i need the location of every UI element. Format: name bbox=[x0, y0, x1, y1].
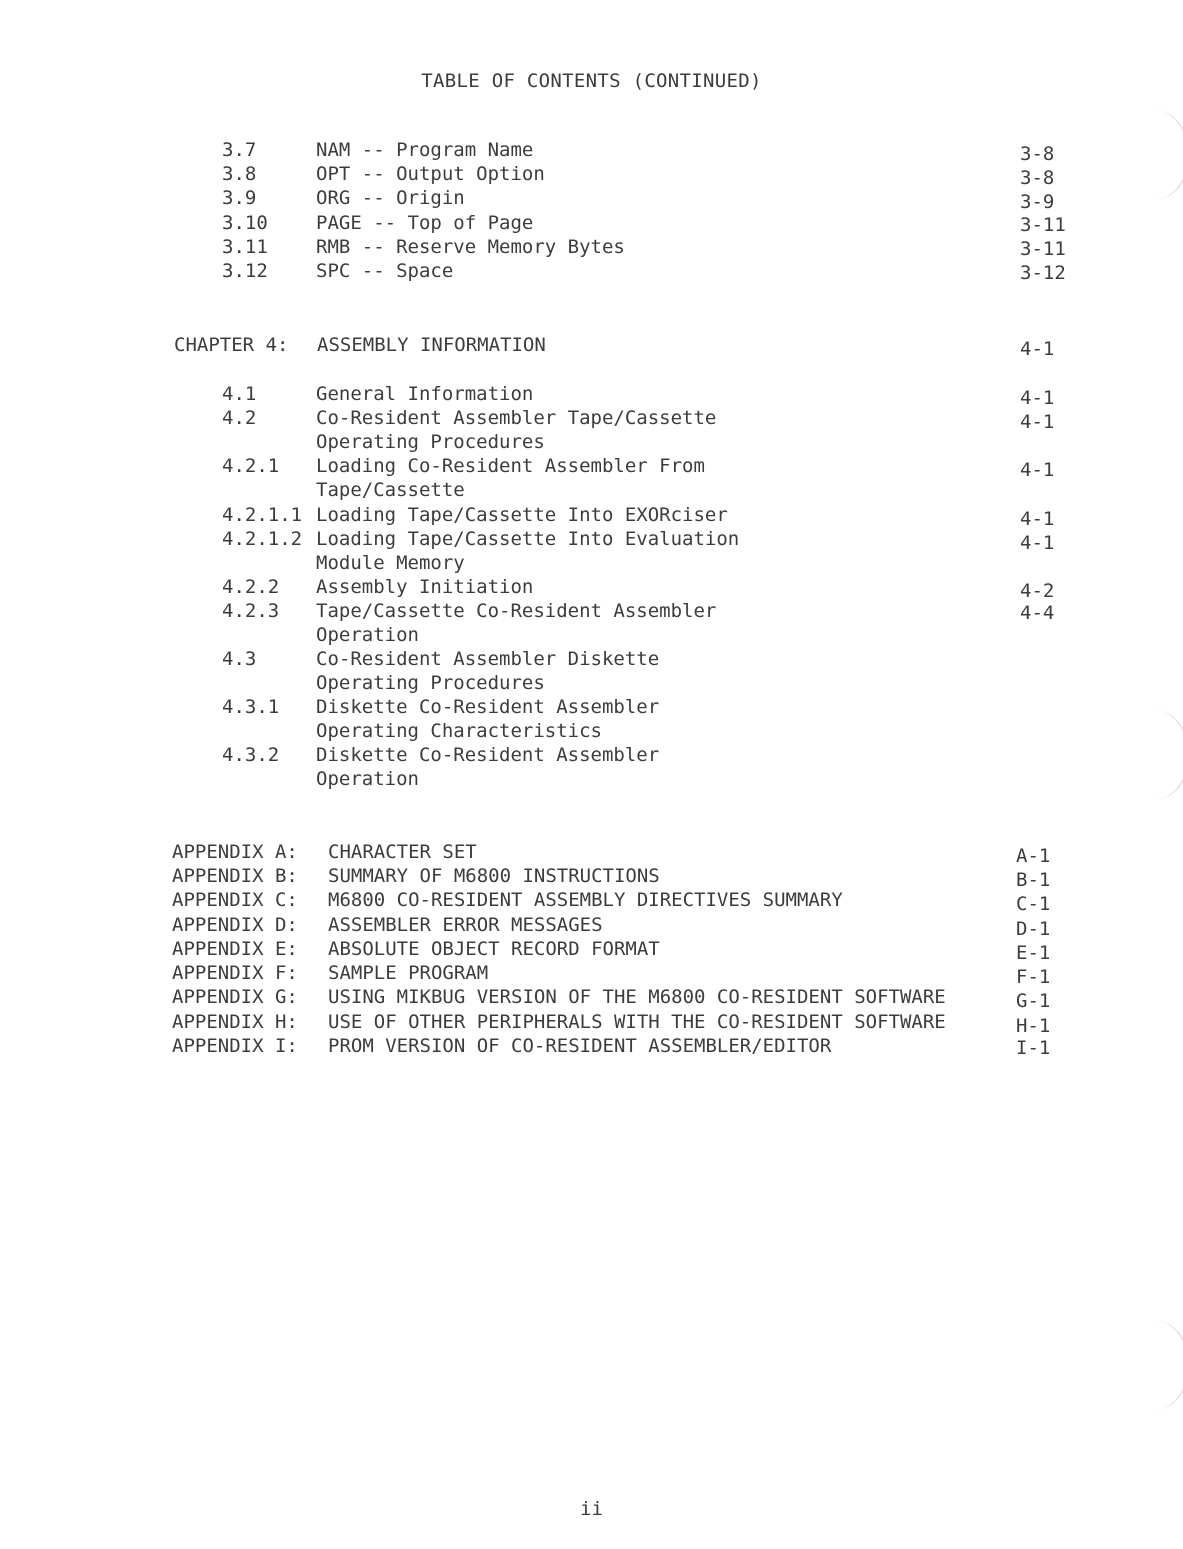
entry-number: 4.2.1 bbox=[222, 455, 280, 477]
entry-title: RMB -- Reserve Memory Bytes bbox=[316, 236, 625, 258]
appendix-page: B-1 bbox=[1016, 869, 1051, 891]
entry-page: 3-9 bbox=[1020, 191, 1055, 213]
entry-number: 3.7 bbox=[222, 139, 257, 161]
entry-title-continued: Operation bbox=[316, 624, 419, 646]
entry-page: 3-11 bbox=[1020, 238, 1066, 260]
appendix-page: C-1 bbox=[1016, 893, 1051, 915]
entry-title: Co-Resident Assembler Diskette bbox=[316, 648, 660, 670]
appendix-page: D-1 bbox=[1016, 918, 1051, 940]
entry-page: 4-1 bbox=[1020, 508, 1055, 530]
appendix-page: H-1 bbox=[1016, 1015, 1051, 1037]
entry-title-continued: Operating Procedures bbox=[316, 431, 545, 453]
entry-title: Diskette Co-Resident Assembler bbox=[316, 744, 660, 766]
entry-page: 4-1 bbox=[1020, 387, 1055, 409]
appendix-label: APPENDIX A: bbox=[172, 841, 298, 863]
appendix-label: APPENDIX H: bbox=[172, 1011, 298, 1033]
entry-number: 4.2 bbox=[222, 407, 257, 429]
appendix-page: A-1 bbox=[1016, 845, 1051, 867]
entry-page: 4-1 bbox=[1020, 459, 1055, 481]
appendix-page: I-1 bbox=[1016, 1037, 1051, 1059]
entry-page: 4-1 bbox=[1020, 411, 1055, 433]
entry-title-continued: Module Memory bbox=[316, 552, 465, 574]
appendix-title: USE OF OTHER PERIPHERALS WITH THE CO-RESIDENT SOFTWARE bbox=[328, 1011, 946, 1033]
appendix-label: APPENDIX F: bbox=[172, 962, 298, 984]
entry-title-continued: Operation bbox=[316, 768, 419, 790]
appendix-page: F-1 bbox=[1016, 966, 1051, 988]
appendix-title: SUMMARY OF M6800 INSTRUCTIONS bbox=[328, 865, 660, 887]
entry-title: Tape/Cassette Co-Resident Assembler bbox=[316, 600, 717, 622]
entry-page: 4-4 bbox=[1020, 602, 1055, 624]
appendix-label: APPENDIX G: bbox=[172, 986, 298, 1008]
entry-number: 3.12 bbox=[222, 260, 268, 282]
entry-number: 3.11 bbox=[222, 236, 268, 258]
entry-title: Co-Resident Assembler Tape/Cassette bbox=[316, 407, 717, 429]
chapter-label: CHAPTER 4: bbox=[174, 334, 289, 356]
entry-title: SPC -- Space bbox=[316, 260, 454, 282]
entry-title: Assembly Initiation bbox=[316, 576, 534, 598]
entry-title: OPT -- Output Option bbox=[316, 163, 545, 185]
entry-title-continued: Operating Characteristics bbox=[316, 720, 602, 742]
entry-number: 3.8 bbox=[222, 163, 257, 185]
entry-title: Loading Tape/Cassette Into EXORciser bbox=[316, 504, 728, 526]
appendix-page: E-1 bbox=[1016, 942, 1051, 964]
appendix-title: CHARACTER SET bbox=[328, 841, 477, 863]
chapter-title: ASSEMBLY INFORMATION bbox=[317, 334, 546, 356]
entry-title-continued: Operating Procedures bbox=[316, 672, 545, 694]
binder-hole-shadow bbox=[1118, 110, 1183, 200]
appendix-label: APPENDIX E: bbox=[172, 938, 298, 960]
appendix-title: SAMPLE PROGRAM bbox=[328, 962, 489, 984]
binder-hole-shadow bbox=[1118, 1320, 1183, 1410]
appendix-title: ASSEMBLER ERROR MESSAGES bbox=[328, 914, 603, 936]
entry-number: 4.2.1.2 bbox=[222, 528, 303, 550]
entry-number: 3.9 bbox=[222, 187, 257, 209]
appendix-label: APPENDIX I: bbox=[172, 1035, 298, 1057]
binder-hole-shadow bbox=[1118, 710, 1183, 800]
page-number: ii bbox=[580, 1498, 603, 1520]
entry-title-continued: Tape/Cassette bbox=[316, 479, 465, 501]
appendix-title: ABSOLUTE OBJECT RECORD FORMAT bbox=[328, 938, 660, 960]
entry-page: 3-8 bbox=[1020, 143, 1055, 165]
entry-page: 3-12 bbox=[1020, 262, 1066, 284]
entry-title: ORG -- Origin bbox=[316, 187, 465, 209]
appendix-label: APPENDIX C: bbox=[172, 889, 298, 911]
appendix-label: APPENDIX B: bbox=[172, 865, 298, 887]
entry-number: 4.1 bbox=[222, 383, 257, 405]
entry-title: Diskette Co-Resident Assembler bbox=[316, 696, 660, 718]
entry-page: 3-11 bbox=[1020, 214, 1066, 236]
entry-number: 4.2.2 bbox=[222, 576, 280, 598]
entry-number: 4.2.3 bbox=[222, 600, 280, 622]
entry-title: NAM -- Program Name bbox=[316, 139, 534, 161]
appendix-page: G-1 bbox=[1016, 990, 1051, 1012]
entry-title: General Information bbox=[316, 383, 534, 405]
appendix-label: APPENDIX D: bbox=[172, 914, 298, 936]
appendix-title: USING MIKBUG VERSION OF THE M6800 CO-RESIDENT SOFTWARE bbox=[328, 986, 946, 1008]
entry-number: 3.10 bbox=[222, 212, 268, 234]
entry-number: 4.2.1.1 bbox=[222, 504, 303, 526]
page-title: TABLE OF CONTENTS (CONTINUED) bbox=[421, 70, 762, 92]
entry-number: 4.3 bbox=[222, 648, 257, 670]
entry-title: Loading Tape/Cassette Into Evaluation bbox=[316, 528, 740, 550]
appendix-title: PROM VERSION OF CO-RESIDENT ASSEMBLER/EDITOR bbox=[328, 1035, 832, 1057]
entry-title: Loading Co-Resident Assembler From bbox=[316, 455, 705, 477]
entry-number: 4.3.1 bbox=[222, 696, 280, 718]
entry-page: 4-1 bbox=[1020, 532, 1055, 554]
entry-page: 4-2 bbox=[1020, 580, 1055, 602]
chapter-page: 4-1 bbox=[1020, 338, 1055, 360]
entry-title: PAGE -- Top of Page bbox=[316, 212, 534, 234]
entry-number: 4.3.2 bbox=[222, 744, 280, 766]
entry-page: 3-8 bbox=[1020, 167, 1055, 189]
appendix-title: M6800 CO-RESIDENT ASSEMBLY DIRECTIVES SUMMARY bbox=[328, 889, 843, 911]
